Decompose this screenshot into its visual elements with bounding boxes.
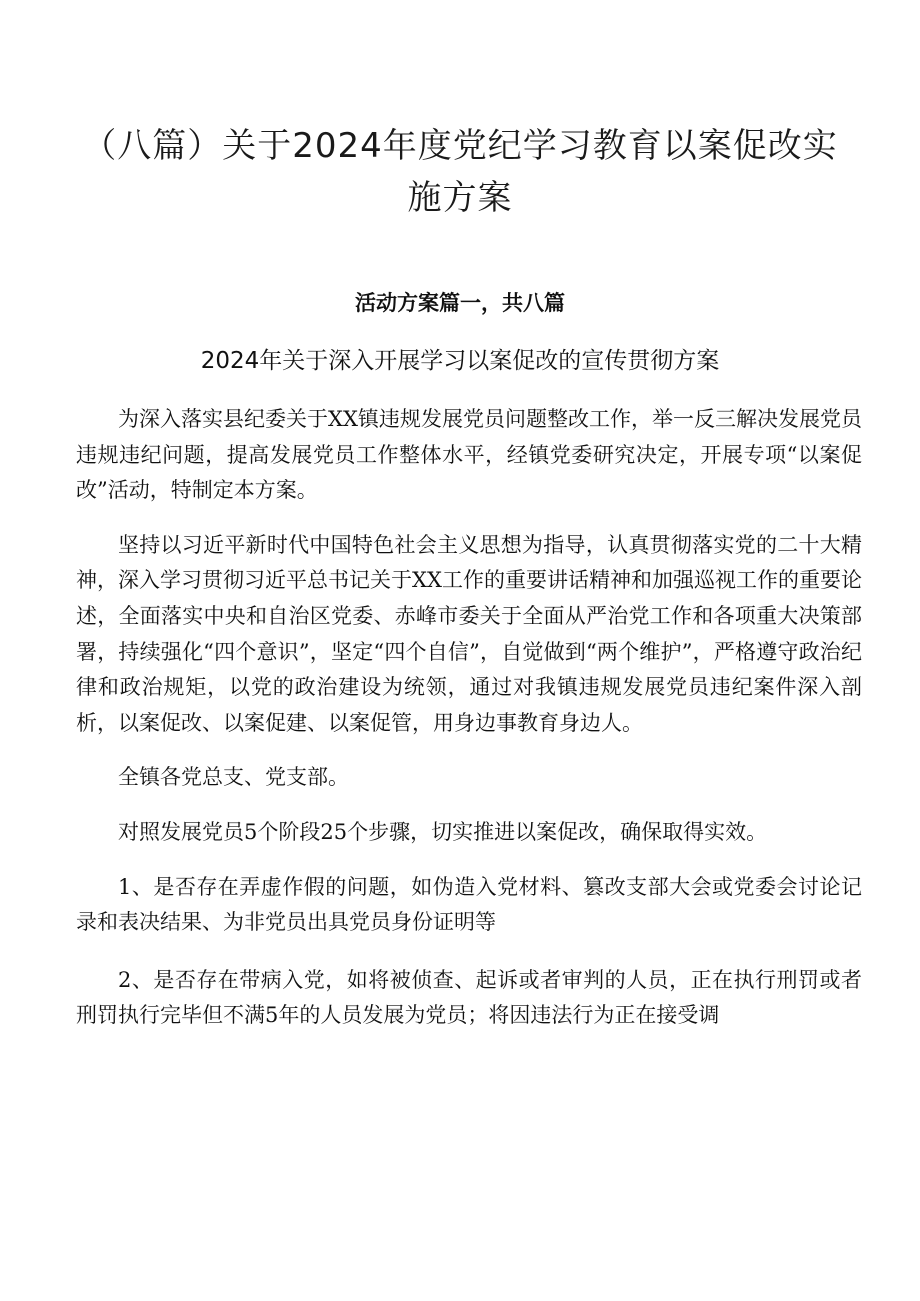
paragraph-goal: 对照发展党员5个阶段25个步骤，切实推进以案促改，确保取得实效。 <box>118 819 768 844</box>
paragraph-item-1: 1、是否存在弄虚作假的问题，如伪造入党材料、篡改支部大会或党委会讨论记录和表决结果、为非党员出具党员身份证明等 <box>76 874 862 935</box>
document-subtitle: 活动方案篇一，共八篇 <box>355 290 565 315</box>
document-body <box>76 402 862 1053</box>
paragraph-intro: 为深入落实县纪委关于XX镇违规发展党员问题整改工作，举一反三解决发展党员违规违纪问题，提高发展党员工作整体水平，经镇党委研究决定，开展专项“以案促改”活动，特制定本方案。 <box>76 407 862 503</box>
paragraph-item-2: 2、是否存在带病入党，如将被侦查、起诉或者审判的人员，正在执行刑罚或者刑罚执行完毕但不满5年的人员发展为党员；将因违法行为正在接受调 <box>76 967 862 1028</box>
document-title: （八篇）关于2024年度党纪学习教育以案促改实施方案 <box>82 126 838 218</box>
section-heading: 2024年关于深入开展学习以案促改的宣传贯彻方案 <box>200 348 720 374</box>
paragraph-scope: 全镇各党总支、党支部。 <box>118 765 349 790</box>
paragraph-guiding-principle: 坚持以习近平新时代中国特色社会主义思想为指导，认真贯彻落实党的二十大精神，深入学习贯彻习近平总书记关于XX工作的重要讲话精神和加强巡视工作的重要论述，全面落实中央和自治区党委、赤峰市委关于全面从严治党工作和各项重大决策部署，持续强化“四个意识”，坚定“四个自信”，自觉做到“两个维护”，严格遵守政治纪律和政治规矩，以党的政治建设为统领，通过对我镇违规发展党员违纪案件深入剖析，以案促改、以案促建、以案促管，用身边事教育身边人。 <box>76 532 862 735</box>
